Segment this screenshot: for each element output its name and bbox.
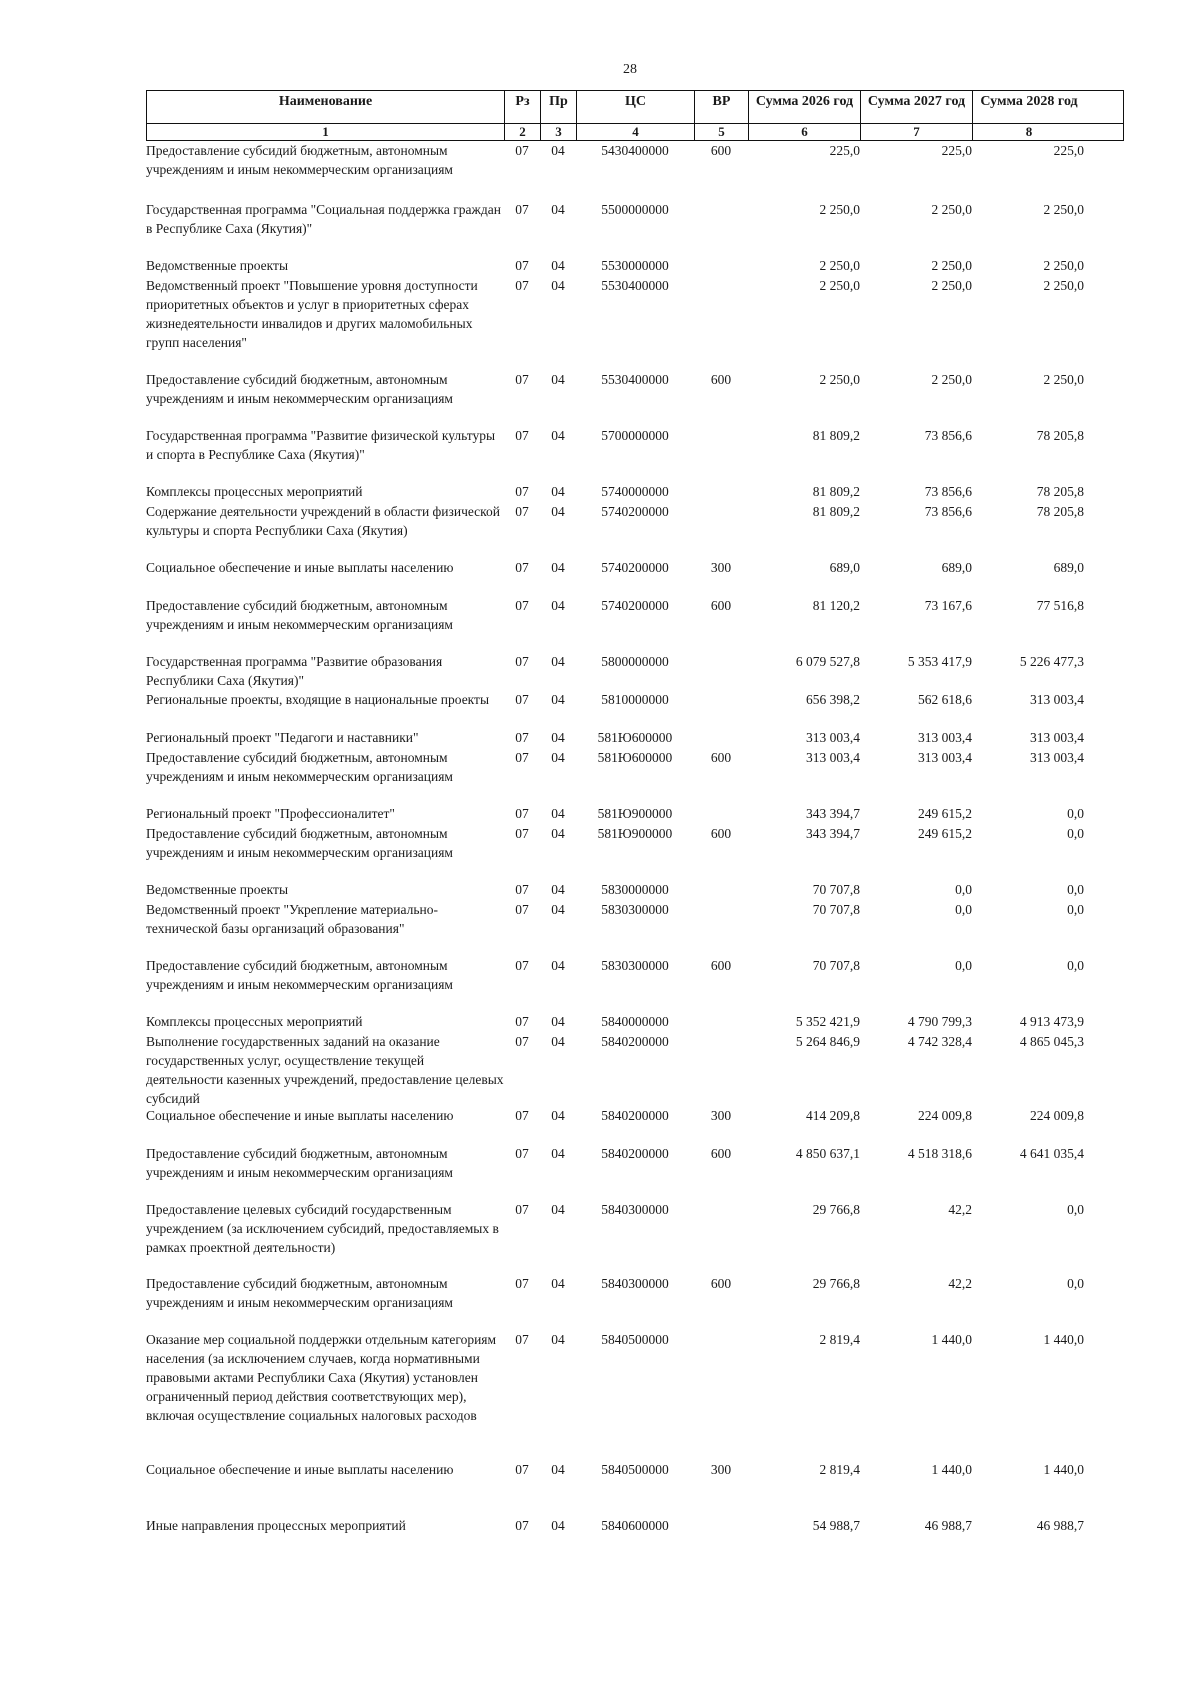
row-vr xyxy=(694,690,748,709)
row-vr: 300 xyxy=(710,1462,732,1477)
header-vr: ВР xyxy=(695,91,749,123)
row-sum-2028: 4 913 473,9 xyxy=(1019,1014,1084,1029)
header-sum-2027: Сумма 2027 год xyxy=(861,91,973,123)
table-row xyxy=(146,690,1124,709)
row-cs: 5830300000 xyxy=(601,958,669,973)
row-name: Предоставление целевых субсидий государственным учреждением (за исключением субсидий, предоставляемых в рамках проектной деятельности) xyxy=(146,1202,499,1255)
row-sum-2027: 2 250,0 xyxy=(931,202,972,217)
row-pr: 04 xyxy=(551,826,565,841)
row-rz: 07 xyxy=(515,560,529,575)
row-vr xyxy=(694,1032,748,1108)
row-pr: 04 xyxy=(551,428,565,443)
row-cs: 5800000000 xyxy=(601,654,669,669)
row-vr xyxy=(694,900,748,938)
row-cs: 5840300000 xyxy=(601,1202,669,1217)
row-sum-2026: 6 079 527,8 xyxy=(795,654,860,669)
header-rz: Рз xyxy=(505,91,541,123)
row-sum-2026: 81 809,2 xyxy=(812,504,860,519)
row-name: Ведомственные проекты xyxy=(146,882,289,897)
row-sum-2027: 562 618,6 xyxy=(918,692,972,707)
row-sum-2026: 5 264 846,9 xyxy=(795,1034,860,1049)
table-row xyxy=(146,482,1124,501)
row-pr: 04 xyxy=(551,1518,565,1533)
row-pr: 04 xyxy=(551,484,565,499)
row-sum-2028: 4 641 035,4 xyxy=(1019,1146,1084,1161)
row-sum-2028: 78 205,8 xyxy=(1036,484,1084,499)
row-vr xyxy=(694,502,748,540)
row-pr: 04 xyxy=(551,1462,565,1477)
row-sum-2026: 2 819,4 xyxy=(819,1332,860,1347)
row-name: Выполнение государственных заданий на оказание государственных услуг, осуществление текущей деятельности казенных учреждений, предоставление целевых субсидий xyxy=(146,1034,504,1106)
row-pr: 04 xyxy=(551,902,565,917)
row-rz: 07 xyxy=(515,1202,529,1217)
row-pr: 04 xyxy=(551,730,565,745)
row-sum-2027: 249 615,2 xyxy=(918,826,972,841)
row-sum-2026: 225,0 xyxy=(829,143,860,158)
row-vr xyxy=(694,1012,748,1031)
row-sum-2028: 0,0 xyxy=(1067,1202,1084,1217)
table-row xyxy=(146,956,1124,994)
row-sum-2028: 0,0 xyxy=(1067,826,1084,841)
row-cs: 5830300000 xyxy=(601,902,669,917)
row-name: Содержание деятельности учреждений в области физической культуры и спорта Республики Саха (Якутия) xyxy=(146,504,501,538)
table-row xyxy=(146,1200,1124,1257)
table-row xyxy=(146,276,1124,352)
row-sum-2026: 29 766,8 xyxy=(812,1276,860,1291)
row-vr xyxy=(694,1330,748,1425)
row-sum-2028: 0,0 xyxy=(1067,806,1084,821)
row-pr: 04 xyxy=(551,692,565,707)
row-pr: 04 xyxy=(551,1146,565,1161)
row-name: Предоставление субсидий бюджетным, автономным учреждениям и иным некоммерческим организациям xyxy=(146,143,453,177)
table-row xyxy=(146,728,1124,747)
column-number: 4 xyxy=(577,124,695,140)
row-name: Государственная программа "Развитие физической культуры и спорта в Республике Саха (Якутия)" xyxy=(146,428,496,462)
row-sum-2028: 2 250,0 xyxy=(1043,278,1084,293)
row-cs: 5840600000 xyxy=(601,1518,669,1533)
row-sum-2028: 4 865 045,3 xyxy=(1019,1034,1084,1049)
row-sum-2026: 343 394,7 xyxy=(806,806,860,821)
row-sum-2026: 2 250,0 xyxy=(819,372,860,387)
row-sum-2027: 73 856,6 xyxy=(924,428,972,443)
row-vr: 300 xyxy=(710,1108,732,1123)
row-sum-2027: 0,0 xyxy=(955,958,972,973)
table-row xyxy=(146,1144,1124,1182)
table-row xyxy=(146,880,1124,899)
row-cs: 5840500000 xyxy=(601,1462,669,1477)
row-pr: 04 xyxy=(551,1332,565,1347)
row-sum-2028: 225,0 xyxy=(1053,143,1084,158)
column-number: 1 xyxy=(147,124,505,140)
row-sum-2028: 689,0 xyxy=(1053,560,1084,575)
row-name: Региональный проект "Профессионалитет" xyxy=(146,806,395,821)
row-name: Региональные проекты, входящие в национальные проекты xyxy=(146,692,490,707)
row-rz: 07 xyxy=(515,598,529,613)
page-number: 28 xyxy=(623,62,637,77)
row-cs: 5740200000 xyxy=(601,560,669,575)
column-number: 3 xyxy=(541,124,577,140)
column-number: 5 xyxy=(695,124,749,140)
table-row xyxy=(146,804,1124,823)
row-vr xyxy=(694,652,748,690)
row-sum-2026: 656 398,2 xyxy=(806,692,860,707)
table-row xyxy=(146,200,1124,238)
row-sum-2026: 29 766,8 xyxy=(812,1202,860,1217)
row-sum-2026: 689,0 xyxy=(829,560,860,575)
row-rz: 07 xyxy=(515,143,529,158)
row-sum-2027: 0,0 xyxy=(955,882,972,897)
row-vr: 600 xyxy=(710,1276,732,1291)
row-sum-2028: 0,0 xyxy=(1067,902,1084,917)
row-rz: 07 xyxy=(515,654,529,669)
row-sum-2027: 42,2 xyxy=(948,1276,972,1291)
row-sum-2027: 313 003,4 xyxy=(918,730,972,745)
row-name: Комплексы процессных мероприятий xyxy=(146,484,363,499)
row-name: Предоставление субсидий бюджетным, автономным учреждениям и иным некоммерческим организациям xyxy=(146,750,453,784)
row-name: Ведомственный проект "Укрепление материально-технической базы организаций образования" xyxy=(146,902,438,936)
header-pr: Пр xyxy=(541,91,577,123)
table-row xyxy=(146,1274,1124,1312)
row-sum-2027: 4 742 328,4 xyxy=(907,1034,972,1049)
row-sum-2026: 5 352 421,9 xyxy=(795,1014,860,1029)
row-name: Государственная программа "Развитие образования Республики Саха (Якутия)" xyxy=(146,654,443,688)
row-sum-2028: 0,0 xyxy=(1067,958,1084,973)
row-vr: 600 xyxy=(710,826,732,841)
row-name: Социальное обеспечение и иные выплаты населению xyxy=(146,560,454,575)
table-header xyxy=(146,90,1124,124)
row-sum-2028: 0,0 xyxy=(1067,1276,1084,1291)
row-pr: 04 xyxy=(551,560,565,575)
table-row xyxy=(146,502,1124,540)
row-vr: 600 xyxy=(710,372,732,387)
row-cs: 5740000000 xyxy=(601,484,669,499)
row-vr: 300 xyxy=(710,560,732,575)
row-vr xyxy=(694,804,748,823)
row-name: Социальное обеспечение и иные выплаты населению xyxy=(146,1462,454,1477)
row-sum-2028: 313 003,4 xyxy=(1030,750,1084,765)
row-sum-2026: 343 394,7 xyxy=(806,826,860,841)
row-sum-2026: 81 809,2 xyxy=(812,484,860,499)
row-rz: 07 xyxy=(515,1108,529,1123)
row-sum-2028: 2 250,0 xyxy=(1043,202,1084,217)
row-cs: 5740200000 xyxy=(601,598,669,613)
row-rz: 07 xyxy=(515,958,529,973)
table-row xyxy=(146,824,1124,862)
row-sum-2026: 2 250,0 xyxy=(819,278,860,293)
row-sum-2028: 224 009,8 xyxy=(1030,1108,1084,1123)
row-pr: 04 xyxy=(551,258,565,273)
row-sum-2026: 2 250,0 xyxy=(819,202,860,217)
table-row xyxy=(146,652,1124,690)
row-sum-2028: 78 205,8 xyxy=(1036,428,1084,443)
row-sum-2026: 4 850 637,1 xyxy=(795,1146,860,1161)
table-row xyxy=(146,1460,1124,1479)
row-pr: 04 xyxy=(551,143,565,158)
table-row xyxy=(146,900,1124,938)
row-sum-2026: 81 809,2 xyxy=(812,428,860,443)
row-vr xyxy=(694,1516,748,1535)
row-rz: 07 xyxy=(515,1276,529,1291)
row-vr xyxy=(694,276,748,352)
table-row xyxy=(146,426,1124,464)
row-pr: 04 xyxy=(551,598,565,613)
row-name: Предоставление субсидий бюджетным, автономным учреждениям и иным некоммерческим организациям xyxy=(146,958,453,992)
row-vr xyxy=(694,1200,748,1257)
row-sum-2028: 78 205,8 xyxy=(1036,504,1084,519)
row-sum-2027: 2 250,0 xyxy=(931,258,972,273)
table-row xyxy=(146,1012,1124,1031)
row-sum-2026: 313 003,4 xyxy=(806,750,860,765)
row-sum-2027: 689,0 xyxy=(941,560,972,575)
row-cs: 5530400000 xyxy=(601,278,669,293)
row-sum-2028: 1 440,0 xyxy=(1043,1332,1084,1347)
row-cs: 5530000000 xyxy=(601,258,669,273)
row-sum-2028: 313 003,4 xyxy=(1030,730,1084,745)
row-vr xyxy=(694,256,748,275)
row-rz: 07 xyxy=(515,750,529,765)
table-row xyxy=(146,1330,1124,1425)
row-sum-2027: 4 518 318,6 xyxy=(907,1146,972,1161)
row-name: Оказание мер социальной поддержки отдельным категориям населения (за исключением случаев, когда нормативными правовыми актами Республики Саха (Якутия) установлен ограниченный период действия соответствующих мер), включая осуществление социальных налоговых расходов xyxy=(146,1332,497,1423)
row-sum-2026: 414 209,8 xyxy=(806,1108,860,1123)
row-rz: 07 xyxy=(515,1462,529,1477)
row-rz: 07 xyxy=(515,730,529,745)
row-sum-2028: 313 003,4 xyxy=(1030,692,1084,707)
row-sum-2027: 225,0 xyxy=(941,143,972,158)
row-cs: 5840200000 xyxy=(601,1108,669,1123)
row-name: Предоставление субсидий бюджетным, автономным учреждениям и иным некоммерческим организациям xyxy=(146,372,453,406)
row-cs: 581Ю900000 xyxy=(597,806,673,821)
row-rz: 07 xyxy=(515,428,529,443)
row-sum-2027: 2 250,0 xyxy=(931,372,972,387)
row-name: Иные направления процессных мероприятий xyxy=(146,1518,406,1533)
column-number: 6 xyxy=(749,124,861,140)
row-pr: 04 xyxy=(551,504,565,519)
row-rz: 07 xyxy=(515,1014,529,1029)
row-pr: 04 xyxy=(551,958,565,973)
column-numbers xyxy=(146,124,1124,141)
row-sum-2026: 70 707,8 xyxy=(812,958,860,973)
row-name: Государственная программа "Социальная поддержка граждан в Республике Саха (Якутия)" xyxy=(146,202,501,236)
row-rz: 07 xyxy=(515,278,529,293)
row-sum-2026: 54 988,7 xyxy=(812,1518,860,1533)
row-rz: 07 xyxy=(515,484,529,499)
row-vr: 600 xyxy=(710,958,732,973)
row-rz: 07 xyxy=(515,902,529,917)
row-cs: 5430400000 xyxy=(601,143,669,158)
row-name: Предоставление субсидий бюджетным, автономным учреждениям и иным некоммерческим организациям xyxy=(146,1146,453,1180)
row-pr: 04 xyxy=(551,806,565,821)
row-name: Комплексы процессных мероприятий xyxy=(146,1014,363,1029)
row-cs: 5810000000 xyxy=(601,692,669,707)
row-pr: 04 xyxy=(551,372,565,387)
row-rz: 07 xyxy=(515,692,529,707)
row-sum-2028: 46 988,7 xyxy=(1036,1518,1084,1533)
row-cs: 5530400000 xyxy=(601,372,669,387)
row-name: Предоставление субсидий бюджетным, автономным учреждениям и иным некоммерческим организациям xyxy=(146,826,453,860)
budget-table xyxy=(146,90,1124,1533)
row-sum-2028: 2 250,0 xyxy=(1043,372,1084,387)
row-sum-2027: 42,2 xyxy=(948,1202,972,1217)
row-rz: 07 xyxy=(515,826,529,841)
row-vr xyxy=(694,482,748,501)
column-number: 2 xyxy=(505,124,541,140)
row-pr: 04 xyxy=(551,1202,565,1217)
row-cs: 5840300000 xyxy=(601,1276,669,1291)
row-rz: 07 xyxy=(515,258,529,273)
row-name: Ведомственные проекты xyxy=(146,258,289,273)
row-sum-2026: 70 707,8 xyxy=(812,902,860,917)
header-name: Наименование xyxy=(147,91,505,123)
table-row xyxy=(146,256,1124,275)
row-pr: 04 xyxy=(551,750,565,765)
row-cs: 5840000000 xyxy=(601,1014,669,1029)
row-rz: 07 xyxy=(515,806,529,821)
table-row xyxy=(146,1106,1124,1125)
row-name: Региональный проект "Педагоги и наставники" xyxy=(146,730,419,745)
row-rz: 07 xyxy=(515,504,529,519)
table-row xyxy=(146,370,1124,408)
row-cs: 581Ю900000 xyxy=(597,826,673,841)
row-pr: 04 xyxy=(551,882,565,897)
row-sum-2027: 249 615,2 xyxy=(918,806,972,821)
row-rz: 07 xyxy=(515,202,529,217)
row-sum-2027: 73 167,6 xyxy=(924,598,972,613)
table-row xyxy=(146,596,1124,634)
row-sum-2027: 0,0 xyxy=(955,902,972,917)
row-sum-2027: 313 003,4 xyxy=(918,750,972,765)
header-sum-2028: Сумма 2028 год xyxy=(980,94,1078,109)
row-sum-2027: 1 440,0 xyxy=(931,1462,972,1477)
row-sum-2028: 77 516,8 xyxy=(1036,598,1084,613)
row-cs: 5830000000 xyxy=(601,882,669,897)
row-rz: 07 xyxy=(515,1332,529,1347)
row-cs: 5740200000 xyxy=(601,504,669,519)
row-sum-2028: 1 440,0 xyxy=(1043,1462,1084,1477)
row-pr: 04 xyxy=(551,1276,565,1291)
header-cs: ЦС xyxy=(577,91,695,123)
row-cs: 5700000000 xyxy=(601,428,669,443)
row-pr: 04 xyxy=(551,654,565,669)
table-row xyxy=(146,1032,1124,1108)
row-name: Предоставление субсидий бюджетным, автономным учреждениям и иным некоммерческим организациям xyxy=(146,598,453,632)
row-vr xyxy=(694,728,748,747)
row-name: Предоставление субсидий бюджетным, автономным учреждениям и иным некоммерческим организациям xyxy=(146,1276,453,1310)
row-sum-2027: 73 856,6 xyxy=(924,504,972,519)
row-rz: 07 xyxy=(515,1034,529,1049)
row-sum-2026: 81 120,2 xyxy=(812,598,860,613)
column-number: 7 xyxy=(861,124,973,140)
row-cs: 581Ю600000 xyxy=(597,730,673,745)
header-sum-2026: Сумма 2026 год xyxy=(749,91,861,123)
row-pr: 04 xyxy=(551,1034,565,1049)
row-cs: 5840200000 xyxy=(601,1146,669,1161)
table-row xyxy=(146,141,1124,179)
row-vr xyxy=(694,426,748,464)
row-vr: 600 xyxy=(710,750,732,765)
row-pr: 04 xyxy=(551,278,565,293)
row-name: Ведомственный проект "Повышение уровня доступности приоритетных объектов и услуг в приоритетных сферах жизнедеятельности инвалидов и других маломобильных групп населения" xyxy=(146,278,478,350)
row-sum-2027: 224 009,8 xyxy=(918,1108,972,1123)
table-row xyxy=(146,1516,1124,1535)
row-cs: 5500000000 xyxy=(601,202,669,217)
row-name: Социальное обеспечение и иные выплаты населению xyxy=(146,1108,454,1123)
row-cs: 5840200000 xyxy=(601,1034,669,1049)
row-sum-2027: 1 440,0 xyxy=(931,1332,972,1347)
table-row xyxy=(146,558,1124,577)
row-vr: 600 xyxy=(710,1146,732,1161)
row-pr: 04 xyxy=(551,1108,565,1123)
row-sum-2026: 313 003,4 xyxy=(806,730,860,745)
row-sum-2027: 5 353 417,9 xyxy=(907,654,972,669)
column-number: 8 xyxy=(1025,124,1033,139)
row-sum-2027: 73 856,6 xyxy=(924,484,972,499)
row-vr: 600 xyxy=(710,143,732,158)
row-sum-2028: 0,0 xyxy=(1067,882,1084,897)
row-sum-2028: 5 226 477,3 xyxy=(1019,654,1084,669)
row-rz: 07 xyxy=(515,372,529,387)
row-cs: 581Ю600000 xyxy=(597,750,673,765)
table-row xyxy=(146,748,1124,786)
row-rz: 07 xyxy=(515,1146,529,1161)
row-sum-2026: 70 707,8 xyxy=(812,882,860,897)
row-vr xyxy=(694,880,748,899)
row-rz: 07 xyxy=(515,1518,529,1533)
row-sum-2027: 46 988,7 xyxy=(924,1518,972,1533)
row-sum-2027: 2 250,0 xyxy=(931,278,972,293)
row-pr: 04 xyxy=(551,202,565,217)
row-vr: 600 xyxy=(710,598,732,613)
row-rz: 07 xyxy=(515,882,529,897)
row-sum-2026: 2 250,0 xyxy=(819,258,860,273)
row-sum-2026: 2 819,4 xyxy=(819,1462,860,1477)
row-sum-2028: 2 250,0 xyxy=(1043,258,1084,273)
row-pr: 04 xyxy=(551,1014,565,1029)
row-vr xyxy=(694,200,748,238)
row-cs: 5840500000 xyxy=(601,1332,669,1347)
row-sum-2027: 4 790 799,3 xyxy=(907,1014,972,1029)
